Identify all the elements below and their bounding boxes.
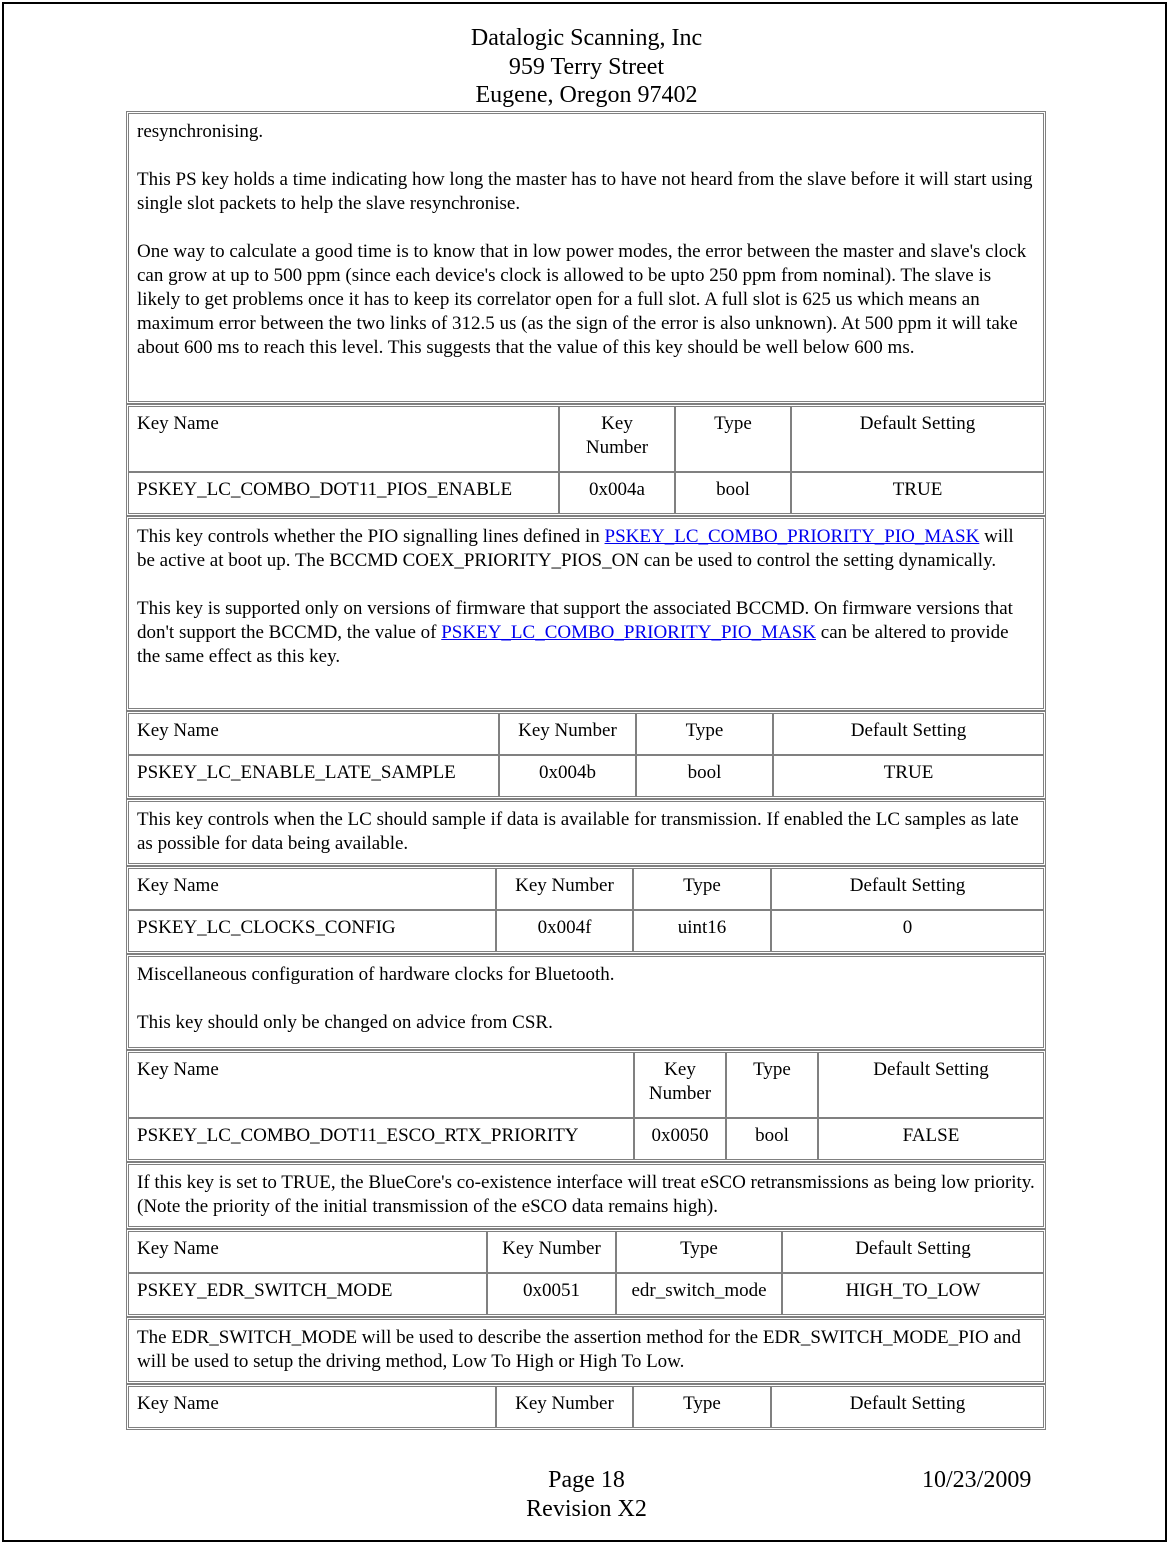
description-paragraph: If this key is set to TRUE, the BlueCore's co-existence interface will treat eSCO retransmissions as being low priority. (Note the priority of the initial transmission of the eSCO data remains high). [137, 1172, 1035, 1217]
pskey-link[interactable]: PSKEY_LC_COMBO_PRIORITY_PIO_MASK [441, 622, 817, 643]
description-cell [128, 1319, 1044, 1382]
default-setting-cell: TRUE [791, 472, 1044, 514]
table-row [128, 1118, 1044, 1160]
description-cell [128, 956, 1044, 1048]
header-key-number: Key Number [496, 1386, 633, 1428]
header-row [128, 868, 1044, 910]
header-key-name: Key Name [128, 1052, 634, 1118]
header-type: Type [726, 1052, 818, 1118]
description-table [126, 516, 1046, 711]
type-cell: bool [636, 755, 773, 797]
header-row [128, 1231, 1044, 1273]
header-key-number: Key Number [634, 1052, 726, 1118]
header-type: Type [636, 713, 773, 755]
key-table [126, 866, 1046, 954]
key-number-cell: 0x004b [499, 755, 636, 797]
type-cell: edr_switch_mode [616, 1273, 782, 1315]
page-header [0, 24, 1173, 110]
city-state-zip: Eugene, Oregon 97402 [475, 82, 698, 108]
header-key-number: Key Number [559, 406, 675, 472]
header-key-number: Key Number [487, 1231, 616, 1273]
table-row [128, 755, 1044, 797]
key-table [126, 1050, 1046, 1162]
table-row [128, 910, 1044, 952]
header-row [128, 406, 1044, 472]
description-paragraph: This key controls whether the PIO signalling lines defined in PSKEY_LC_COMBO_PRIORITY_PIO_MASK will be active at boot up. The BCCMD COEX_PRIORITY_PIOS_ON can be used to control the setting dynamically. [137, 526, 1014, 571]
table-row [128, 1273, 1044, 1315]
description-paragraph: This key controls when the LC should sample if data is available for transmission. If enabled the LC samples as late as possible for data being available. [137, 809, 1019, 854]
document-body [126, 111, 1046, 1430]
street-address: 959 Terry Street [508, 53, 665, 80]
description-table [126, 799, 1046, 866]
description-paragraph: One way to calculate a good time is to know that in low power modes, the error between the master and slave's clock can grow at up to 500 ppm (since each device's clock is allowed to be upto 250 ppm from nominal). The slave is likely to get problems once it has to keep its correlator open for a full slot. A full slot is 625 us which means an maximum error between the two links of 312.5 us (as the sign of the error is also unknown). At 500 ppm it will take about 600 ms to reach this level. This suggests that the value of this key should be well below 600 ms. [137, 241, 1027, 358]
key-table [126, 1384, 1046, 1430]
header-type: Type [633, 868, 771, 910]
key-number-cell: 0x004a [559, 472, 675, 514]
default-setting-cell: TRUE [773, 755, 1044, 797]
header-default-setting: Default Setting [782, 1231, 1044, 1273]
header-type: Type [616, 1231, 782, 1273]
header-key-name: Key Name [128, 1386, 496, 1428]
header-type: Type [675, 406, 791, 472]
key-name-cell: PSKEY_LC_ENABLE_LATE_SAMPLE [128, 755, 499, 797]
header-default-setting: Default Setting [771, 868, 1044, 910]
revision: Revision X2 [526, 1496, 647, 1522]
header-key-number: Key Number [499, 713, 636, 755]
key-table [126, 404, 1046, 516]
header-key-number: Key Number [496, 868, 633, 910]
key-name-cell: PSKEY_LC_COMBO_DOT11_PIOS_ENABLE [128, 472, 559, 514]
header-key-name: Key Name [128, 1231, 487, 1273]
header-key-name: Key Name [128, 406, 559, 472]
pskey-link[interactable]: PSKEY_LC_COMBO_PRIORITY_PIO_MASK [604, 526, 980, 547]
header-row [128, 1052, 1044, 1118]
type-cell: uint16 [633, 910, 771, 952]
key-number-cell: 0x004f [496, 910, 633, 952]
header-row [128, 1386, 1044, 1428]
description-cell [128, 1164, 1044, 1227]
key-table [126, 711, 1046, 799]
key-table [126, 1229, 1046, 1317]
default-setting-cell: HIGH_TO_LOW [782, 1273, 1044, 1315]
page-number: Page 18 [548, 1467, 625, 1493]
header-default-setting: Default Setting [791, 406, 1044, 472]
description-paragraph: resynchronising. [137, 121, 264, 142]
description-paragraph: This PS key holds a time indicating how long the master has to have not heard from the slave before it will start using single slot packets to help the slave resynchronise. [137, 169, 1033, 214]
company-name: Datalogic Scanning, Inc [470, 25, 703, 51]
table-row [128, 472, 1044, 514]
key-name-cell: PSKEY_EDR_SWITCH_MODE [128, 1273, 487, 1315]
header-default-setting: Default Setting [818, 1052, 1044, 1118]
key-number-cell: 0x0050 [634, 1118, 726, 1160]
default-setting-cell: 0 [771, 910, 1044, 952]
header-type: Type [633, 1386, 771, 1428]
header-default-setting: Default Setting [773, 713, 1044, 755]
description-table [126, 954, 1046, 1050]
description-paragraph: This key is supported only on versions of firmware that support the associated BCCMD. On firmware versions that don't support the BCCMD, the value of PSKEY_LC_COMBO_PRIORITY_PIO_MASK can be altered to provide the same effect as this key. [137, 598, 1013, 667]
header-default-setting: Default Setting [771, 1386, 1044, 1428]
header-key-name: Key Name [128, 713, 499, 755]
key-number-cell: 0x0051 [487, 1273, 616, 1315]
description-table [126, 111, 1046, 404]
header-key-name: Key Name [128, 868, 496, 910]
description-table [126, 1162, 1046, 1229]
description-paragraph: This key should only be changed on advice from CSR. [137, 1012, 553, 1033]
description-cell [128, 113, 1044, 402]
description-table [126, 1317, 1046, 1384]
type-cell: bool [675, 472, 791, 514]
description-paragraph: Miscellaneous configuration of hardware clocks for Bluetooth. [137, 964, 615, 985]
type-cell: bool [726, 1118, 818, 1160]
description-paragraph: The EDR_SWITCH_MODE will be used to describe the assertion method for the EDR_SWITCH_MODE_PIO and will be used to setup the driving method, Low To High or High To Low. [137, 1327, 1021, 1372]
description-cell [128, 518, 1044, 709]
header-row [128, 713, 1044, 755]
description-cell [128, 801, 1044, 864]
key-name-cell: PSKEY_LC_COMBO_DOT11_ESCO_RTX_PRIORITY [128, 1118, 634, 1160]
footer-date: 10/23/2009 [922, 1467, 1032, 1493]
key-name-cell: PSKEY_LC_CLOCKS_CONFIG [128, 910, 496, 952]
default-setting-cell: FALSE [818, 1118, 1044, 1160]
